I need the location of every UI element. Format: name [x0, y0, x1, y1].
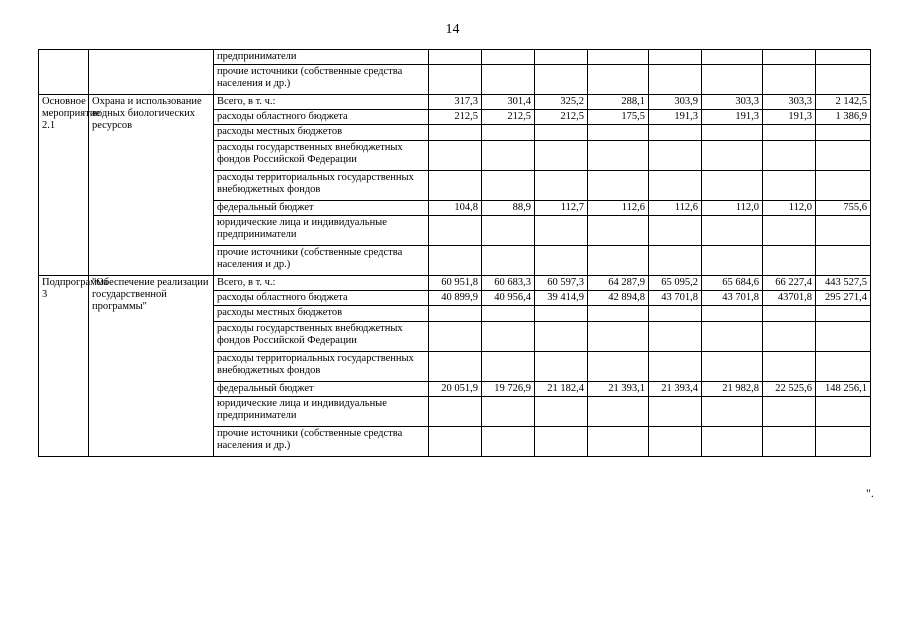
total-value-cell — [816, 50, 871, 65]
year-value-cell — [535, 65, 588, 95]
year-value-cell: 40 956,4 — [482, 291, 535, 306]
year-value-cell — [535, 216, 588, 246]
year-value-cell — [702, 352, 763, 382]
table-row — [39, 95, 871, 110]
year-value-cell — [482, 397, 535, 427]
year-value-cell: 22 525,6 — [763, 382, 816, 397]
year-value-cell — [588, 171, 649, 201]
funding-source-cell: расходы государственных внебюджетных фондов Российской Федерации — [214, 141, 429, 171]
year-value-cell — [763, 141, 816, 171]
year-value-cell — [429, 352, 482, 382]
year-value-cell: 60 597,3 — [535, 276, 588, 291]
program-name-cell: "Обеспечение реализации государственной программы" — [89, 276, 214, 457]
funding-source-cell: предприниматели — [214, 50, 429, 65]
year-value-cell — [702, 141, 763, 171]
total-value-cell: 295 271,4 — [816, 291, 871, 306]
year-value-cell — [763, 65, 816, 95]
year-value-cell: 112,0 — [702, 201, 763, 216]
total-value-cell — [816, 352, 871, 382]
funding-source-cell: расходы областного бюджета — [214, 110, 429, 125]
year-value-cell — [482, 141, 535, 171]
program-code-cell — [39, 50, 89, 95]
year-value-cell: 21 393,4 — [649, 382, 702, 397]
year-value-cell — [588, 50, 649, 65]
year-value-cell — [482, 171, 535, 201]
page-number: 14 — [445, 22, 460, 37]
total-value-cell — [816, 65, 871, 95]
year-value-cell — [702, 171, 763, 201]
total-value-cell: 2 142,5 — [816, 95, 871, 110]
table-row — [39, 276, 871, 291]
year-value-cell — [763, 50, 816, 65]
year-value-cell: 191,3 — [763, 110, 816, 125]
year-value-cell — [588, 65, 649, 95]
year-value-cell — [482, 352, 535, 382]
year-value-cell — [429, 50, 482, 65]
year-value-cell — [649, 397, 702, 427]
year-value-cell: 112,0 — [763, 201, 816, 216]
year-value-cell — [588, 125, 649, 141]
year-value-cell — [482, 65, 535, 95]
year-value-cell — [535, 397, 588, 427]
year-value-cell — [429, 427, 482, 457]
total-value-cell — [816, 397, 871, 427]
year-value-cell — [429, 306, 482, 322]
total-value-cell — [816, 141, 871, 171]
year-value-cell — [535, 322, 588, 352]
funding-source-cell: юридические лица и индивидуальные предприниматели — [214, 397, 429, 427]
total-value-cell — [816, 171, 871, 201]
year-value-cell: 191,3 — [649, 110, 702, 125]
year-value-cell — [702, 125, 763, 141]
year-value-cell — [702, 322, 763, 352]
year-value-cell: 212,5 — [482, 110, 535, 125]
year-value-cell: 60 683,3 — [482, 276, 535, 291]
year-value-cell — [702, 246, 763, 276]
year-value-cell — [702, 216, 763, 246]
year-value-cell — [429, 125, 482, 141]
year-value-cell — [763, 397, 816, 427]
table-row — [39, 50, 871, 65]
total-value-cell — [816, 246, 871, 276]
year-value-cell — [535, 50, 588, 65]
year-value-cell — [429, 246, 482, 276]
year-value-cell: 212,5 — [429, 110, 482, 125]
program-name-cell: Охрана и использование водных биологических ресурсов — [89, 95, 214, 276]
funding-source-cell: расходы областного бюджета — [214, 291, 429, 306]
year-value-cell: 301,4 — [482, 95, 535, 110]
program-name-cell — [89, 50, 214, 95]
year-value-cell: 64 287,9 — [588, 276, 649, 291]
year-value-cell — [429, 397, 482, 427]
funding-source-cell: расходы местных бюджетов — [214, 306, 429, 322]
year-value-cell — [482, 246, 535, 276]
total-value-cell — [816, 427, 871, 457]
budget-table — [38, 49, 871, 457]
total-value-cell: 755,6 — [816, 201, 871, 216]
year-value-cell — [588, 306, 649, 322]
year-value-cell — [535, 352, 588, 382]
year-value-cell: 65 684,6 — [702, 276, 763, 291]
year-value-cell: 21 982,8 — [702, 382, 763, 397]
year-value-cell: 212,5 — [535, 110, 588, 125]
year-value-cell — [535, 427, 588, 457]
year-value-cell — [588, 427, 649, 457]
year-value-cell — [535, 306, 588, 322]
funding-source-cell: расходы территориальных государственных внебюджетных фондов — [214, 352, 429, 382]
funding-source-cell: федеральный бюджет — [214, 201, 429, 216]
funding-source-cell: расходы государственных внебюджетных фондов Российской Федерации — [214, 322, 429, 352]
year-value-cell: 88,9 — [482, 201, 535, 216]
funding-source-cell: Всего, в т. ч.: — [214, 95, 429, 110]
year-value-cell — [429, 141, 482, 171]
year-value-cell — [702, 397, 763, 427]
year-value-cell — [482, 322, 535, 352]
year-value-cell — [482, 306, 535, 322]
year-value-cell: 21 393,1 — [588, 382, 649, 397]
total-value-cell: 443 527,5 — [816, 276, 871, 291]
year-value-cell — [535, 171, 588, 201]
year-value-cell: 112,7 — [535, 201, 588, 216]
year-value-cell — [763, 427, 816, 457]
year-value-cell — [702, 427, 763, 457]
year-value-cell — [588, 322, 649, 352]
year-value-cell — [649, 322, 702, 352]
funding-source-cell: прочие источники (собственные средства населения и др.) — [214, 246, 429, 276]
year-value-cell — [588, 397, 649, 427]
funding-source-cell: Всего, в т. ч.: — [214, 276, 429, 291]
funding-source-cell: прочие источники (собственные средства населения и др.) — [214, 427, 429, 457]
total-value-cell — [816, 125, 871, 141]
year-value-cell: 21 182,4 — [535, 382, 588, 397]
year-value-cell — [763, 322, 816, 352]
program-code-cell: Подпрограмма 3 — [39, 276, 89, 457]
year-value-cell — [649, 50, 702, 65]
year-value-cell: 43701,8 — [763, 291, 816, 306]
year-value-cell: 19 726,9 — [482, 382, 535, 397]
year-value-cell — [649, 141, 702, 171]
funding-source-cell: прочие источники (собственные средства населения и др.) — [214, 65, 429, 95]
year-value-cell — [482, 50, 535, 65]
year-value-cell: 65 095,2 — [649, 276, 702, 291]
year-value-cell — [649, 171, 702, 201]
year-value-cell — [763, 246, 816, 276]
year-value-cell — [649, 216, 702, 246]
year-value-cell: 104,8 — [429, 201, 482, 216]
table-body — [39, 50, 871, 457]
year-value-cell: 39 414,9 — [535, 291, 588, 306]
total-value-cell: 148 256,1 — [816, 382, 871, 397]
year-value-cell — [763, 352, 816, 382]
year-value-cell: 288,1 — [588, 95, 649, 110]
total-value-cell — [816, 306, 871, 322]
year-value-cell — [702, 50, 763, 65]
year-value-cell: 66 227,4 — [763, 276, 816, 291]
year-value-cell — [649, 427, 702, 457]
year-value-cell — [429, 216, 482, 246]
total-value-cell: 1 386,9 — [816, 110, 871, 125]
year-value-cell — [482, 427, 535, 457]
year-value-cell: 40 899,9 — [429, 291, 482, 306]
year-value-cell — [535, 125, 588, 141]
year-value-cell — [649, 65, 702, 95]
year-value-cell — [702, 65, 763, 95]
year-value-cell — [763, 216, 816, 246]
year-value-cell — [649, 246, 702, 276]
year-value-cell: 42 894,8 — [588, 291, 649, 306]
year-value-cell — [763, 171, 816, 201]
year-value-cell: 175,5 — [588, 110, 649, 125]
year-value-cell: 325,2 — [535, 95, 588, 110]
year-value-cell — [588, 216, 649, 246]
year-value-cell — [588, 246, 649, 276]
year-value-cell: 43 701,8 — [702, 291, 763, 306]
funding-source-cell: юридические лица и индивидуальные предприниматели — [214, 216, 429, 246]
year-value-cell — [649, 352, 702, 382]
funding-source-cell: федеральный бюджет — [214, 382, 429, 397]
total-value-cell — [816, 322, 871, 352]
year-value-cell: 60 951,8 — [429, 276, 482, 291]
year-value-cell — [429, 65, 482, 95]
funding-source-cell: расходы территориальных государственных внебюджетных фондов — [214, 171, 429, 201]
year-value-cell — [763, 125, 816, 141]
year-value-cell — [429, 322, 482, 352]
year-value-cell: 303,9 — [649, 95, 702, 110]
funding-source-cell: расходы местных бюджетов — [214, 125, 429, 141]
year-value-cell — [588, 141, 649, 171]
year-value-cell: 20 051,9 — [429, 382, 482, 397]
year-value-cell — [482, 216, 535, 246]
year-value-cell: 303,3 — [702, 95, 763, 110]
year-value-cell — [535, 246, 588, 276]
total-value-cell — [816, 216, 871, 246]
year-value-cell — [482, 125, 535, 141]
year-value-cell — [588, 352, 649, 382]
year-value-cell: 112,6 — [649, 201, 702, 216]
year-value-cell — [763, 306, 816, 322]
year-value-cell: 191,3 — [702, 110, 763, 125]
year-value-cell — [429, 171, 482, 201]
year-value-cell — [702, 306, 763, 322]
year-value-cell: 317,3 — [429, 95, 482, 110]
year-value-cell — [535, 141, 588, 171]
year-value-cell — [649, 306, 702, 322]
year-value-cell: 303,3 — [763, 95, 816, 110]
program-code-cell: Основное мероприятие 2.1 — [39, 95, 89, 276]
year-value-cell: 112,6 — [588, 201, 649, 216]
year-value-cell — [649, 125, 702, 141]
closing-quote-mark: ". — [866, 486, 874, 500]
year-value-cell: 43 701,8 — [649, 291, 702, 306]
